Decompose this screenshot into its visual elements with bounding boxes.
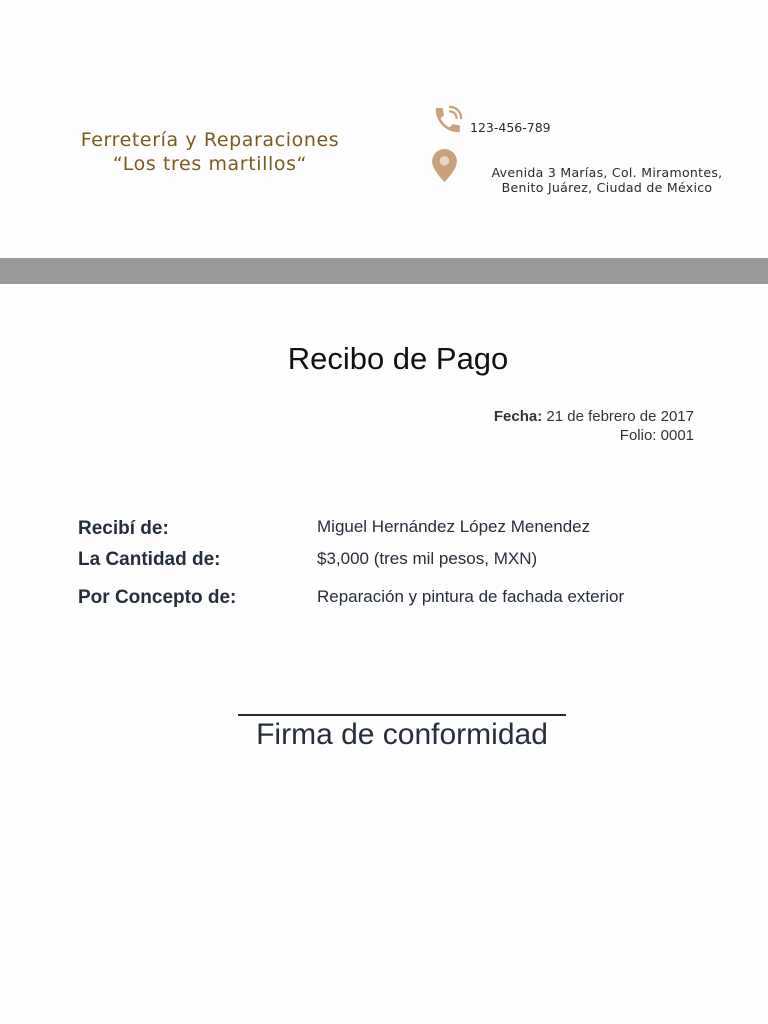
date-value: 21 de febrero de 2017 xyxy=(546,408,694,425)
address-line2: Benito Juárez, Ciudad de México xyxy=(501,180,713,195)
phone-number: 123-456-789 xyxy=(470,120,551,135)
location-pin-icon xyxy=(432,149,457,182)
company-name-line2: “Los tres martillos“ xyxy=(112,153,308,175)
receipt-title: Recibo de Pago xyxy=(287,341,509,376)
address xyxy=(468,165,746,195)
company-name xyxy=(40,128,380,176)
address-line1: Avenida 3 Marías, Col. Miramontes, xyxy=(491,165,723,180)
received-from-label: Recibí de: xyxy=(78,518,169,539)
date-label: Fecha: xyxy=(493,408,543,425)
amount-value: $3,000 (tres mil pesos, MXN) xyxy=(317,549,538,568)
concept-label: Por Concepto de: xyxy=(78,587,237,608)
signature-label: Firma de conformidad xyxy=(256,718,548,751)
amount-label: La Cantidad de: xyxy=(78,549,221,570)
company-name-line1: Ferretería y Reparaciones xyxy=(80,129,340,151)
received-from-value: Miguel Hernández López Menendez xyxy=(317,517,591,536)
phone-icon xyxy=(432,104,464,136)
receipt-date xyxy=(494,407,694,426)
receipt-folio: Folio: 0001 xyxy=(619,427,694,444)
signature-line xyxy=(238,714,566,716)
header-divider-bar xyxy=(0,258,768,284)
concept-value: Reparación y pintura de fachada exterior xyxy=(317,587,625,606)
